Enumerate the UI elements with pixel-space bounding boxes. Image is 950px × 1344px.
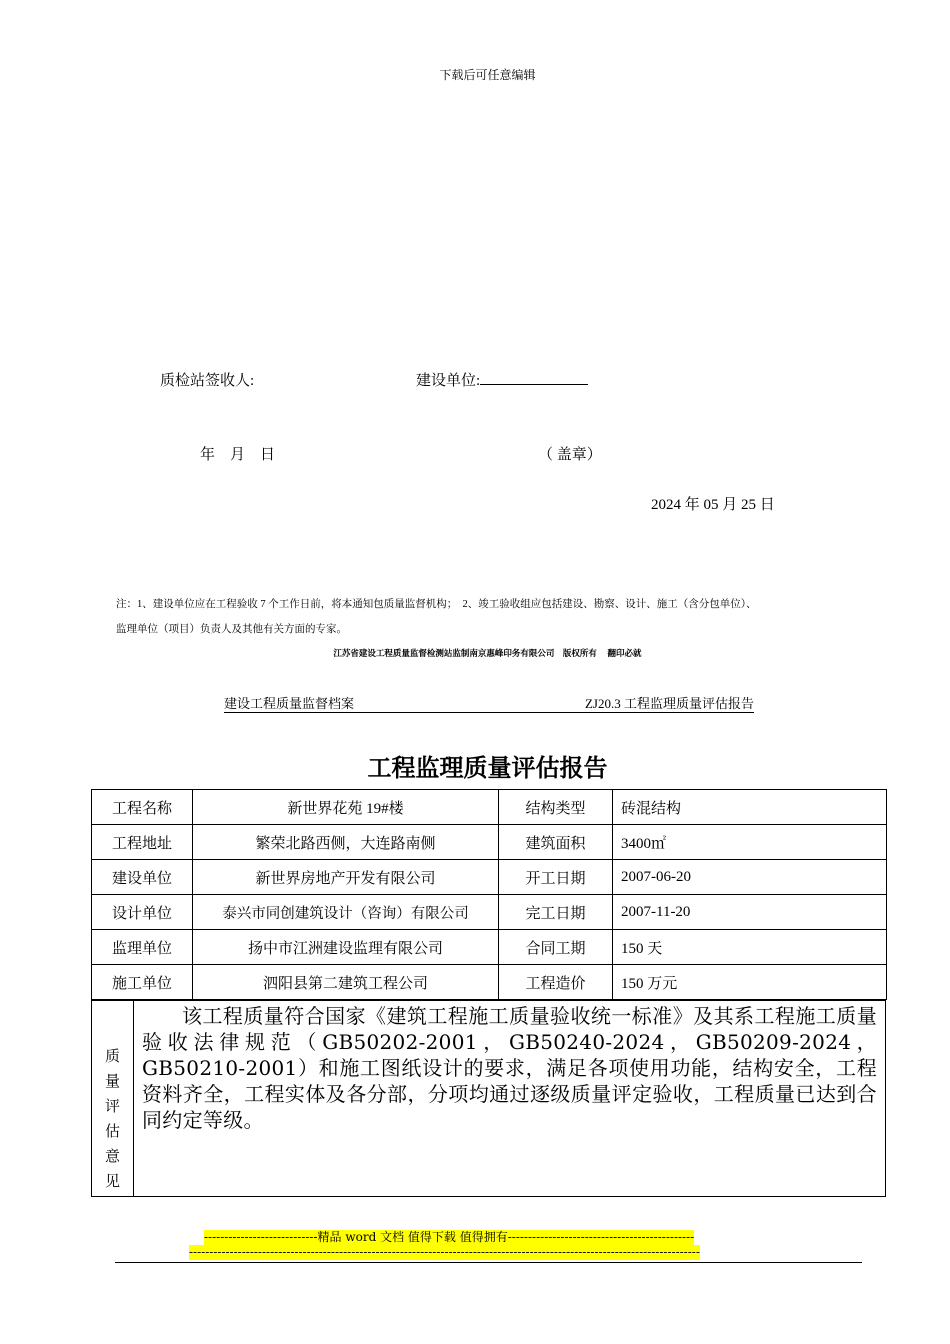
- label-contractor: 施工单位: [92, 965, 193, 1000]
- opinion-label-char: 评: [104, 1099, 120, 1115]
- header-note: 下载后可任意编辑: [439, 68, 536, 82]
- date-placeholder: 年 月 日: [200, 447, 276, 463]
- value-owner: 新世界房地产开发有限公司: [193, 860, 499, 895]
- owner-sign-row: [416, 369, 588, 390]
- table-row: [92, 860, 887, 895]
- copyright-line: 江苏省建设工程质量监督检测站监制南京惠峰印务有限公司 版权所有 翻印必就: [333, 648, 642, 658]
- archive-header: 建设工程质量监督档案: [224, 693, 474, 713]
- inspector-sign-label: 质检站签收人:: [160, 373, 255, 389]
- label-structure-type: 结构类型: [499, 790, 613, 825]
- footer-banner-1: ----------------------------精品 word 文档 值得下载 值得拥有----------------------------------------------: [204, 1230, 695, 1244]
- label-project-name: 工程名称: [92, 790, 193, 825]
- label-floor-area: 建筑面积: [499, 825, 613, 860]
- note-line-2: 监理单位（项目）负责人及其他有关方面的专家。: [116, 624, 347, 635]
- label-project-address: 工程地址: [92, 825, 193, 860]
- label-designer: 设计单位: [92, 895, 193, 930]
- opinion-label-char: 质: [104, 1049, 120, 1065]
- opinion-label: [92, 1001, 134, 1197]
- quality-opinion-table: [91, 1000, 886, 1197]
- label-start-date: 开工日期: [499, 860, 613, 895]
- table-row: [92, 790, 887, 825]
- report-date: 2024 年 05 月 25 日: [651, 497, 775, 513]
- value-structure-type: 砖混结构: [613, 790, 887, 825]
- opinion-label-char: 量: [104, 1074, 120, 1090]
- project-info-table: [91, 789, 887, 1000]
- opinion-label-char: 意: [104, 1149, 120, 1165]
- opinion-label-char: 见: [104, 1174, 120, 1190]
- value-finish-date: 2007-11-20: [613, 895, 887, 930]
- value-project-address: 繁荣北路西侧，大连路南侧: [193, 825, 499, 860]
- table-row: [92, 930, 887, 965]
- value-contract-period: 150 天: [613, 930, 887, 965]
- value-contractor: 泗阳县第二建筑工程公司: [193, 965, 499, 1000]
- page-title: 工程监理质量评估报告: [367, 753, 608, 782]
- value-supervisor: 扬中市江洲建设监理有限公司: [193, 930, 499, 965]
- label-supervisor: 监理单位: [92, 930, 193, 965]
- seal-note: （ 盖章）: [538, 447, 602, 463]
- owner-sign-label: 建设单位:: [416, 373, 481, 389]
- value-start-date: 2007-06-20: [613, 860, 887, 895]
- label-owner: 建设单位: [92, 860, 193, 895]
- table-row: [92, 965, 887, 1000]
- owner-sign-line: [480, 370, 588, 385]
- opinion-label-char: 估: [104, 1124, 120, 1140]
- opinion-text: 该工程质量符合国家《建筑工程施工质量验收统一标准》及其系工程施工质量验收法律规范（GB50202-2001，GB50240-2024，GB50209-2024，GB50210-2001）和施工图纸设计的要求，满足各项使用功能，结构安全，工程资料齐全，工程实体及各分部，分项均通过逐级质量评定验收，工程质量已达到合同约定等级。: [134, 1001, 886, 1197]
- label-project-cost: 工程造价: [499, 965, 613, 1000]
- table-row: [92, 895, 887, 930]
- table-row: [92, 825, 887, 860]
- value-project-name: 新世界花苑 19#楼: [193, 790, 499, 825]
- value-project-cost: 150 万元: [613, 965, 887, 1000]
- value-floor-area: 3400㎡: [613, 825, 887, 860]
- value-designer: 泰兴市同创建筑设计（咨询）有限公司: [193, 895, 499, 930]
- footer-banner-2: ------------------------------------------------------------------------------------------------------------------------------: [189, 1245, 700, 1259]
- footer-rule: [115, 1262, 862, 1263]
- label-contract-period: 合同工期: [499, 930, 613, 965]
- label-finish-date: 完工日期: [499, 895, 613, 930]
- doc-code-header: ZJ20.3 工程监理质量评估报告: [474, 693, 754, 713]
- note-line-1: 注：1、建设单位应在工程验收 7 个工作日前，将本通知包质量监督机构； 2、竣工验收组应包括建设、勘察、设计、施工（含分包单位）、: [116, 599, 757, 610]
